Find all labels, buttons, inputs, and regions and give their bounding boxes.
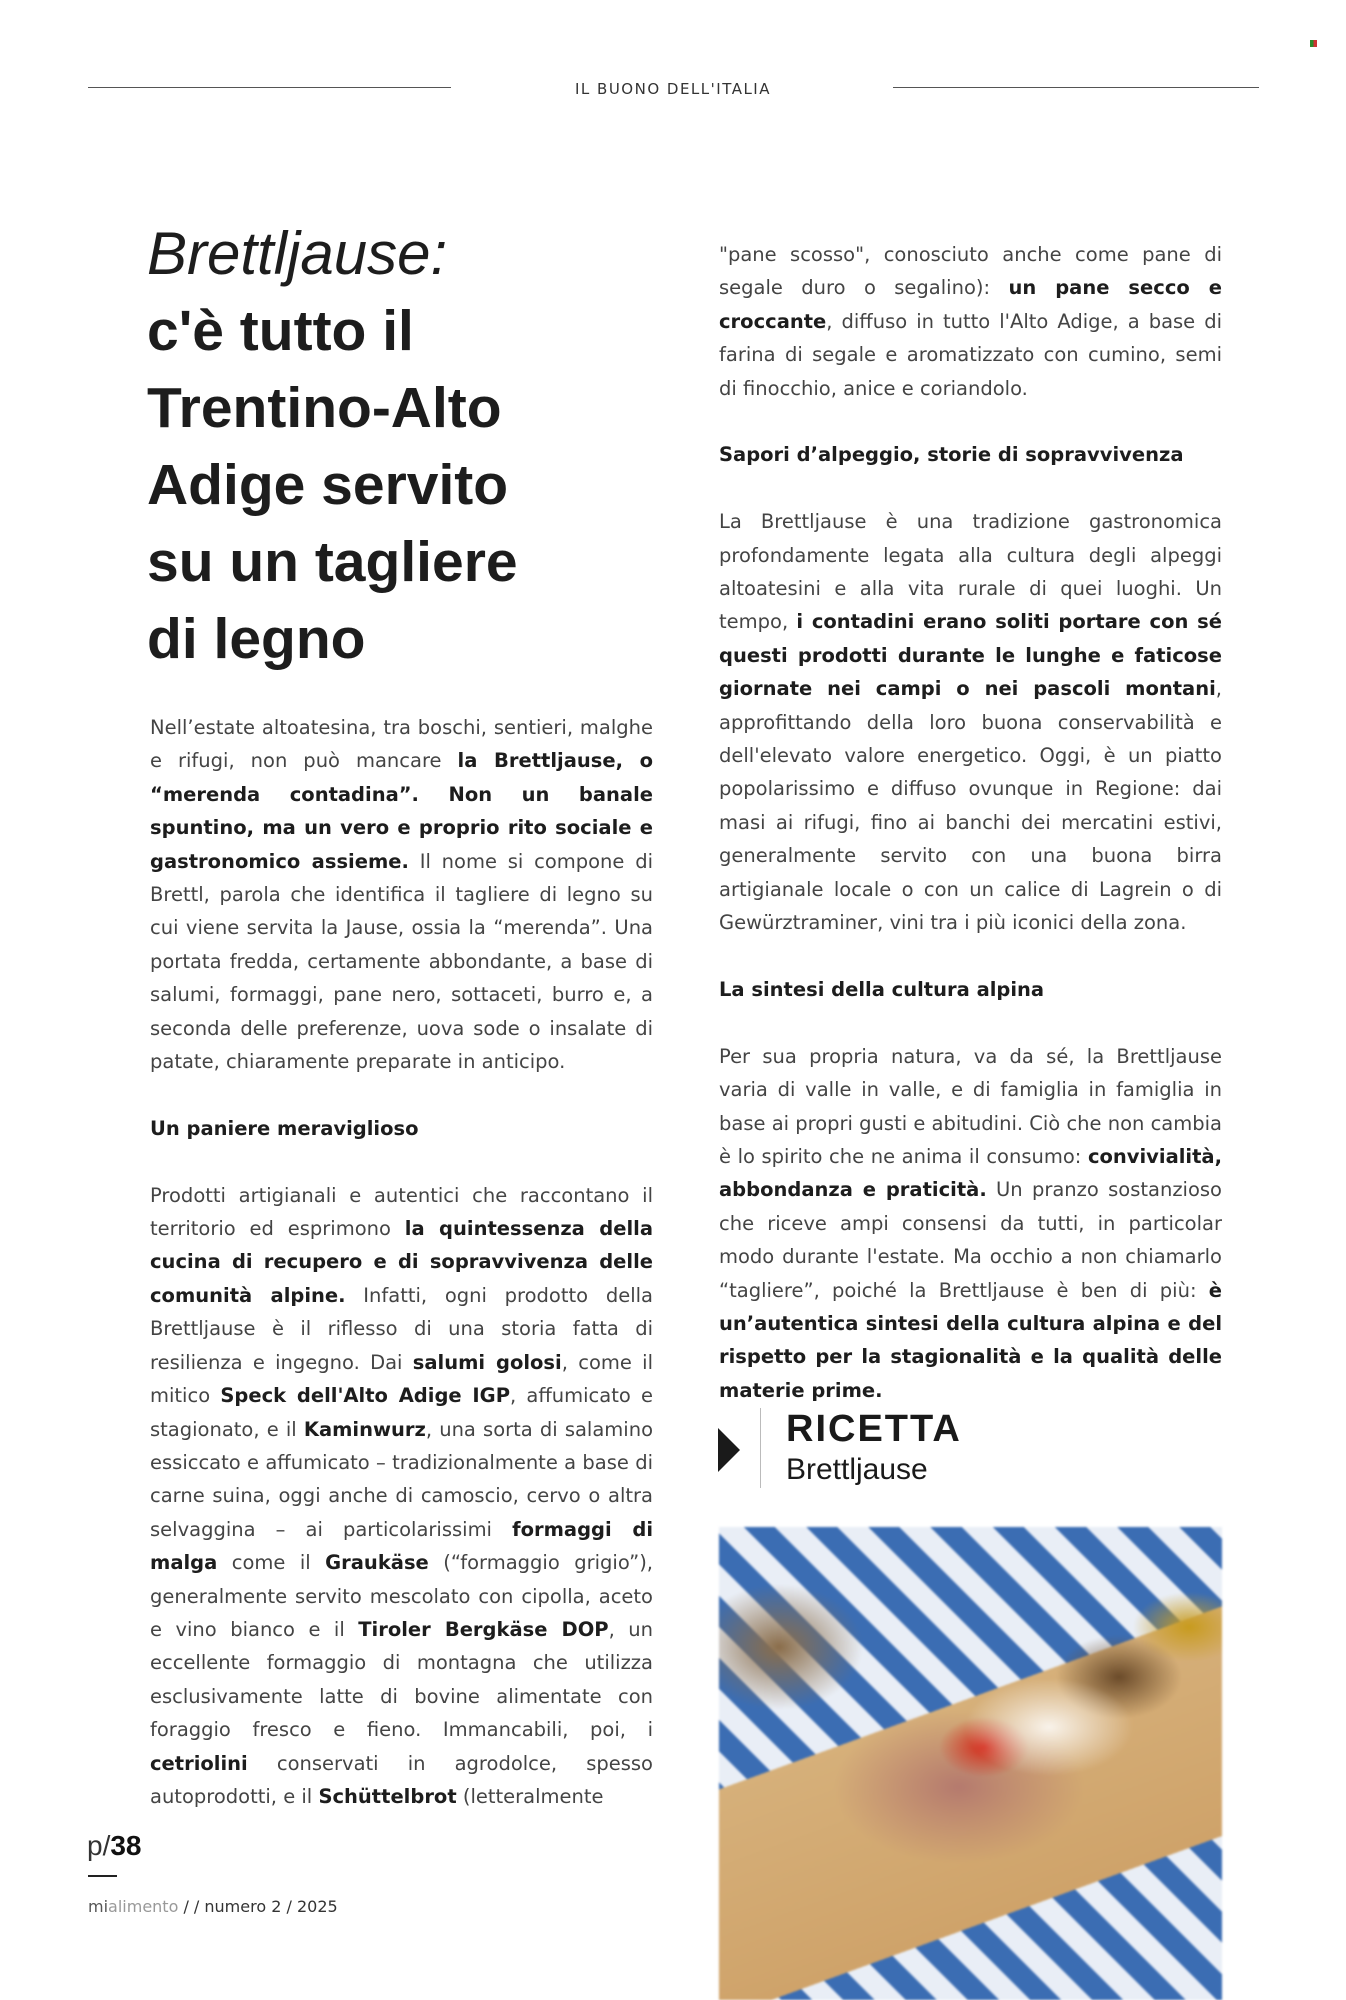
bold-text: Speck dell'Alto Adige IGP: [220, 1384, 510, 1408]
text: (“formaggio grigio”), generalmente servito mescolato con cipolla, aceto e vino bianco e il: [150, 1551, 653, 1641]
text: , affumicato e stagionato, e il: [150, 1384, 654, 1441]
title-line: c'è tutto il: [147, 299, 414, 363]
bold-text: Graukäse: [325, 1551, 429, 1575]
title-line-1: Brettljause:: [147, 220, 448, 287]
bold-text: è un’autentica sintesi della cultura alpina e del rispetto per la stagionalità e la qualità delle materie prime.: [719, 1278, 1222, 1402]
paragraph: [719, 238, 1222, 405]
text: , una sorta di salamino essiccato e affumicato – tradizionalmente a base di carne suina, oggi anche di camoscio, cervo o altra selvaggina – ai particolarissimi: [150, 1417, 653, 1541]
page-number-rule: [88, 1875, 117, 1877]
bold-text: i contadini erano soliti portare con sé questi prodotti durante le lunghe e faticose giornate nei campi o nei pascoli montani: [719, 610, 1222, 701]
bold-text: la Brettljause, o “merenda contadina”. Non un banale spuntino, ma un vero e proprio rito sociale e gastronomico assieme.: [150, 749, 653, 873]
text: Un paniere meraviglioso: [150, 1116, 419, 1140]
recipe-label: RICETTA: [786, 1408, 962, 1450]
text: Un pranzo sostanzioso che riceve ampi consensi da tutti, in particolar modo durante l'estate. Ma occhio a non chiamarlo “tagliere”, poiché la Brettljause è ben di più:: [719, 1178, 1222, 1302]
footer-credit: [88, 1897, 338, 1916]
right-column: [719, 238, 1222, 1441]
bold-text: Kaminwurz: [303, 1417, 426, 1441]
text: conservati in agrodolce, spesso autoprodotti, e il: [150, 1751, 653, 1808]
brand-mi: mi: [88, 1897, 109, 1916]
text: , come il mitico: [150, 1350, 654, 1408]
left-column: [150, 711, 653, 1847]
section-heading: [719, 438, 1222, 471]
corner-mark: [1310, 40, 1317, 47]
triangle-right-icon: [718, 1428, 740, 1472]
text: Infatti, ogni prodotto della Brettljause è il riflesso di una storia fatta di resilienza e ingegno. Dai: [150, 1283, 653, 1374]
section-heading: [719, 973, 1222, 1006]
text: , un eccellente formaggio di montagna che utilizza esclusivamente latte di bovine alimentate con foraggio fresco e fieno. Immancabili, poi, i: [150, 1617, 654, 1742]
text: "pane scosso", conosciuto anche come pane di segale duro o segalino):: [719, 243, 1222, 300]
paragraph: [150, 1179, 653, 1814]
page-number-value: 38: [110, 1830, 142, 1861]
bold-text: salumi golosi: [412, 1350, 562, 1374]
text: Il nome si compone di Brettl, parola che identifica il tagliere di legno su cui viene servita la Jause, ossia la “merenda”. Una portata fredda, certamente abbondante, a base di salumi, formaggi, pane nero, sottaceti, burro e, a seconda delle preferenze, uova sode o insalate di patate, chiaramente preparate in anticipo.: [150, 849, 653, 1074]
recipe-divider: [760, 1408, 761, 1488]
title-line: di legno: [147, 607, 366, 671]
bold-text: la quintessenza della cucina di recupero e di sopravvivenza delle comunità alpine.: [150, 1217, 653, 1307]
text: (letteralmente: [456, 1784, 604, 1808]
paragraph: [719, 505, 1222, 939]
bold-text: cetriolini: [150, 1751, 248, 1775]
bold-text: formaggi di malga: [150, 1517, 654, 1575]
issue-info: / / numero 2 / 2025: [178, 1897, 338, 1916]
recipe-subtitle: Brettljause: [786, 1453, 928, 1486]
bold-text: Schüttelbrot: [318, 1784, 457, 1808]
text: come il: [217, 1551, 326, 1575]
bold-text: convivialità, abbondanza e praticità.: [719, 1144, 1222, 1202]
text: , diffuso in tutto l'Alto Adige, a base di farina di segale e aromatizzato con cumino, semi di finocchio, anice e coriandolo.: [719, 309, 1222, 400]
text: Prodotti artigianali e autentici che raccontano il territorio ed esprimono: [150, 1183, 653, 1241]
food-photo: [719, 1527, 1222, 2000]
title-line: Adige servito: [147, 453, 509, 517]
text: Per sua propria natura, va da sé, la Brettljause varia di valle in valle, e di famiglia in famiglia in base ai propri gusti e abitudini. Ciò che non cambia è lo spirito che ne anima il consumo:: [719, 1044, 1222, 1168]
text: La Brettljause è una tradizione gastronomica profondamente legata alla cultura degli alpeggi altoatesini e alla vita rurale di quei luoghi. Un tempo,: [719, 510, 1222, 634]
running-title: IL BUONO DELL'ITALIA: [574, 80, 771, 98]
bold-text: un pane secco e croccante: [719, 276, 1222, 333]
text: La sintesi della cultura alpina: [719, 977, 1045, 1001]
text: , approfittando della loro buona conservabilità e dell'elevato valore energetico. Oggi, è un piatto popolarissimo e diffuso ovunque in Regione: dai masi ai rifugi, fino ai banchi dei mercatini estivi, generalmente servito con una buona birra artigianale locale o con un calice di Lagrein o di Gewürztraminer, vini tra i più iconici della zona.: [719, 677, 1222, 935]
paragraph: [719, 1040, 1222, 1407]
bold-text: Tiroler Bergkäse DOP: [358, 1617, 609, 1641]
title-line: su un tagliere: [147, 530, 518, 594]
section-heading: [150, 1112, 653, 1145]
title-line: Trentino-Alto: [147, 376, 502, 440]
text: Sapori d’alpeggio, storie di sopravvivenza: [719, 443, 1184, 467]
text: Nell’estate altoatesina, tra boschi, sentieri, malghe e rifugi, non può mancare: [150, 716, 653, 773]
brand-alimento: alimento: [108, 1897, 179, 1916]
page-number: [87, 1830, 142, 1862]
article-title: [147, 215, 667, 678]
page-prefix: p/: [87, 1830, 111, 1861]
paragraph: [150, 711, 653, 1078]
